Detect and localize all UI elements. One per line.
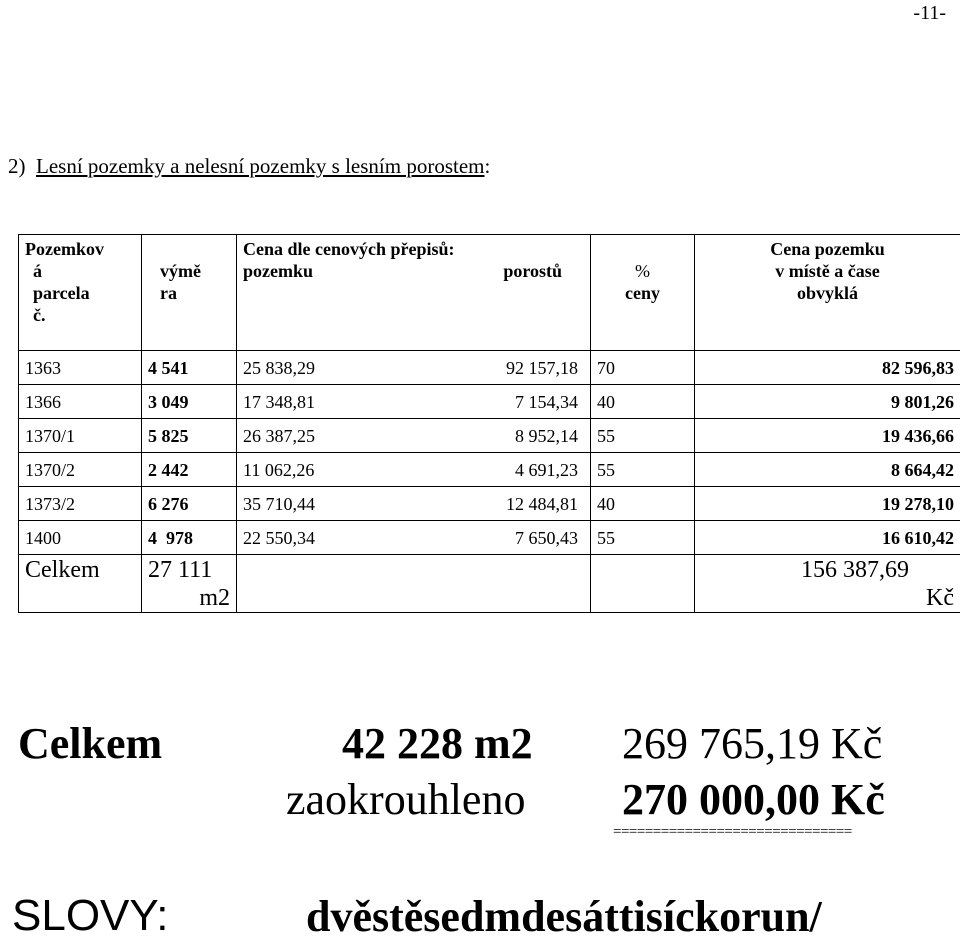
cell-parcel: 1370/1	[19, 419, 142, 453]
cell-parcel: 1373/2	[19, 487, 142, 521]
section-heading	[8, 154, 490, 179]
cell-land: 25 838,29	[243, 358, 315, 378]
cell-growth: 92 157,18	[506, 357, 578, 379]
table-row	[19, 351, 960, 385]
cell-land: 22 550,34	[243, 528, 315, 548]
cell-area: 3 049	[142, 385, 237, 419]
section-title: Lesní pozemky a nelesní pozemky s lesním porostem	[36, 154, 485, 178]
section-colon: :	[485, 154, 491, 178]
table-row	[19, 521, 960, 555]
total-area-unit: m2	[148, 584, 230, 612]
cell-percent: 40	[591, 385, 695, 419]
cell-percent: 55	[591, 521, 695, 555]
double-underline: ==============================	[613, 824, 852, 841]
cell-area: 5 825	[142, 419, 237, 453]
table-row	[19, 419, 960, 453]
cell-growth: 12 484,81	[506, 493, 578, 515]
cell-parcel: 1363	[19, 351, 142, 385]
cell-land: 11 062,26	[243, 460, 314, 480]
header-usual-price-l1: Cena pozemku	[701, 238, 954, 260]
cell-area: 6 276	[142, 487, 237, 521]
cell-growth: 4 691,23	[515, 459, 578, 481]
table-header-row	[19, 235, 960, 351]
header-percent-l1: %	[597, 260, 688, 282]
cell-parcel: 1370/2	[19, 453, 142, 487]
cell-prices	[237, 419, 591, 453]
cell-percent: 55	[591, 453, 695, 487]
total-price	[695, 555, 960, 613]
summary-rounded-label: zaokrouhleno	[286, 774, 525, 825]
header-parcel	[19, 235, 142, 351]
total-label: Celkem	[19, 555, 142, 613]
page-number: -11-	[913, 2, 946, 25]
cell-area: 4 978	[142, 521, 237, 555]
valuation-table	[18, 234, 960, 613]
header-land-label: pozemku	[243, 260, 313, 282]
summary-rounded-price: 270 000,00 Kč	[622, 774, 885, 825]
cell-prices	[237, 487, 591, 521]
total-area-value: 27 111	[148, 556, 230, 584]
total-price-unit: Kč	[701, 584, 954, 612]
total-area	[142, 555, 237, 613]
header-parcel-l1: Pozemkov	[25, 238, 135, 260]
cell-area: 2 442	[142, 453, 237, 487]
cell-growth: 8 952,14	[515, 425, 578, 447]
header-growth-label: porostů	[503, 260, 562, 282]
table-row	[19, 487, 960, 521]
cell-price: 16 610,42	[695, 521, 960, 555]
section-number: 2)	[8, 154, 26, 178]
header-parcel-l2: á	[25, 260, 135, 282]
cell-prices	[237, 521, 591, 555]
header-usual-price-l3: obvyklá	[701, 282, 954, 304]
header-area-l2: ra	[148, 282, 230, 304]
header-parcel-l3: parcela	[25, 282, 135, 304]
header-parcel-l4: č.	[25, 304, 135, 326]
cell-price: 19 278,10	[695, 487, 960, 521]
cell-prices	[237, 453, 591, 487]
total-empty	[237, 555, 591, 613]
cell-price: 9 801,26	[695, 385, 960, 419]
cell-parcel: 1366	[19, 385, 142, 419]
summary-area: 42 228 m2	[342, 718, 533, 769]
summary-price: 269 765,19 Kč	[622, 718, 882, 769]
header-usual-price-l2: v místě a čase	[701, 260, 954, 282]
cell-percent: 70	[591, 351, 695, 385]
header-percent-l2: ceny	[597, 282, 688, 304]
cell-parcel: 1400	[19, 521, 142, 555]
header-percent	[591, 235, 695, 351]
cell-price: 8 664,42	[695, 453, 960, 487]
cell-growth: 7 154,34	[515, 391, 578, 413]
header-price-records	[237, 235, 591, 351]
cell-price: 19 436,66	[695, 419, 960, 453]
total-price-value: 156 387,69	[701, 556, 954, 584]
cell-land: 35 710,44	[243, 494, 315, 514]
header-area-l1: výmě	[148, 260, 230, 282]
table-total-row	[19, 555, 960, 613]
cell-area: 4 541	[142, 351, 237, 385]
words-label: SLOVY:	[12, 891, 169, 941]
cell-land: 26 387,25	[243, 426, 315, 446]
cell-percent: 40	[591, 487, 695, 521]
amount-in-words: dvěstěsedmdesáttisíckorun/	[306, 891, 822, 942]
header-usual-price	[695, 235, 960, 351]
total-empty-pct	[591, 555, 695, 613]
cell-percent: 55	[591, 419, 695, 453]
table-row	[19, 385, 960, 419]
header-price-records-title: Cena dle cenových přepisů:	[243, 238, 584, 260]
summary-label: Celkem	[18, 718, 162, 769]
cell-prices	[237, 351, 591, 385]
cell-growth: 7 650,43	[515, 527, 578, 549]
header-area	[142, 235, 237, 351]
cell-prices	[237, 385, 591, 419]
cell-price: 82 596,83	[695, 351, 960, 385]
cell-land: 17 348,81	[243, 392, 315, 412]
table-row	[19, 453, 960, 487]
